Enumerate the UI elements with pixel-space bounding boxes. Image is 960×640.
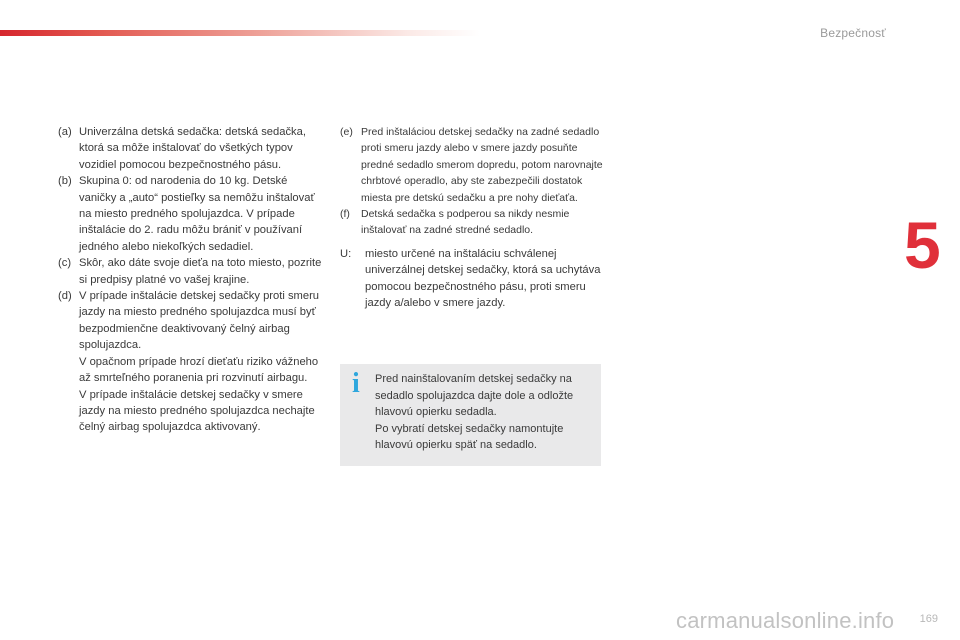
left-column <box>58 124 322 436</box>
list-item-b <box>58 173 322 255</box>
list-item-e <box>340 124 610 206</box>
info-icon: i <box>352 368 360 399</box>
item-text <box>79 288 322 436</box>
item-marker: U: <box>340 247 352 260</box>
item-marker: (e) <box>340 126 353 138</box>
list-item-d <box>58 288 322 436</box>
info-paragraph: Po vybratí detskej sedačky namontujte hlavovú opierku späť na sedadlo. <box>375 422 564 451</box>
info-paragraph: Pred nainštalovaním detskej sedačky na sedadlo spolujazdca dajte dole a odložte hlavovú opierku sedadla. <box>375 373 574 418</box>
watermark: carmanualsonline.info <box>676 608 895 633</box>
item-text: Detská sedačka s podperou sa nikdy nesmie inštalovať na zadné stredné sedadlo. <box>361 208 570 237</box>
section-title: Bezpečnosť <box>820 26 886 40</box>
list-item-f <box>340 206 610 239</box>
list-item-u <box>340 246 610 312</box>
item-text: Pred inštaláciou detskej sedačky na zadné sedadlo proti smeru jazdy alebo v smere jazdy posuňte predné sedadlo smerom dopredu, potom narovnajte chrbtové operadlo, aby ste zabezpečili dostatok miesta pre detskú sedačku a pre nohy dieťaťa. <box>361 126 603 204</box>
item-paragraph: V prípade inštalácie detskej sedačky proti smeru jazdy na miesto predného spolujazdca musí byť bezpodmienčne deaktivovaný čelný airbag spolujazdca. <box>79 290 320 352</box>
item-text: Univerzálna detská sedačka: detská sedačka, ktorá sa môže inštalovať do všetkých typov vozidiel pomocou bezpečnostného pásu. <box>79 126 306 171</box>
list-item-c <box>58 255 322 288</box>
info-box <box>340 364 601 466</box>
item-text: Skupina 0: od narodenia do 10 kg. Detské vaničky a „auto“ postieľky sa nemôžu inštalovať na miesto predného spolujazdca. V prípade inštalácie do 2. radu môžu brániť v používaní jedného alebo niekoľkých sedadiel. <box>79 175 315 253</box>
right-column <box>340 124 610 311</box>
chapter-number: 5 <box>904 208 941 282</box>
item-marker: (d) <box>58 290 72 303</box>
list-item-a <box>58 124 322 173</box>
header-accent-bar <box>0 30 480 36</box>
page-number: 169 <box>919 613 938 625</box>
item-marker: (f) <box>340 208 350 221</box>
item-marker: (a) <box>58 126 72 138</box>
item-text: Skôr, ako dáte svoje dieťa na toto miesto, pozrite si predpisy platné vo vašej krajine. <box>79 257 322 286</box>
item-paragraph: V prípade inštalácie detskej sedačky v smere jazdy na miesto predného spolujazdca nechajte čelný airbag spolujazdca aktivovaný. <box>79 388 315 434</box>
info-text <box>375 371 595 454</box>
item-marker: (b) <box>58 175 72 188</box>
item-paragraph: V opačnom prípade hrozí dieťaťu riziko vážneho až smrteľného poranenia pri rozvinutí airbagu. <box>79 355 319 385</box>
item-text: miesto určené na inštaláciu schválenej univerzálnej detskej sedačky, ktorá sa uchytáva pomocou bezpečnostného pásu, proti smeru jazdy a/alebo v smere jazdy. <box>365 247 601 310</box>
item-marker: (c) <box>58 257 72 270</box>
